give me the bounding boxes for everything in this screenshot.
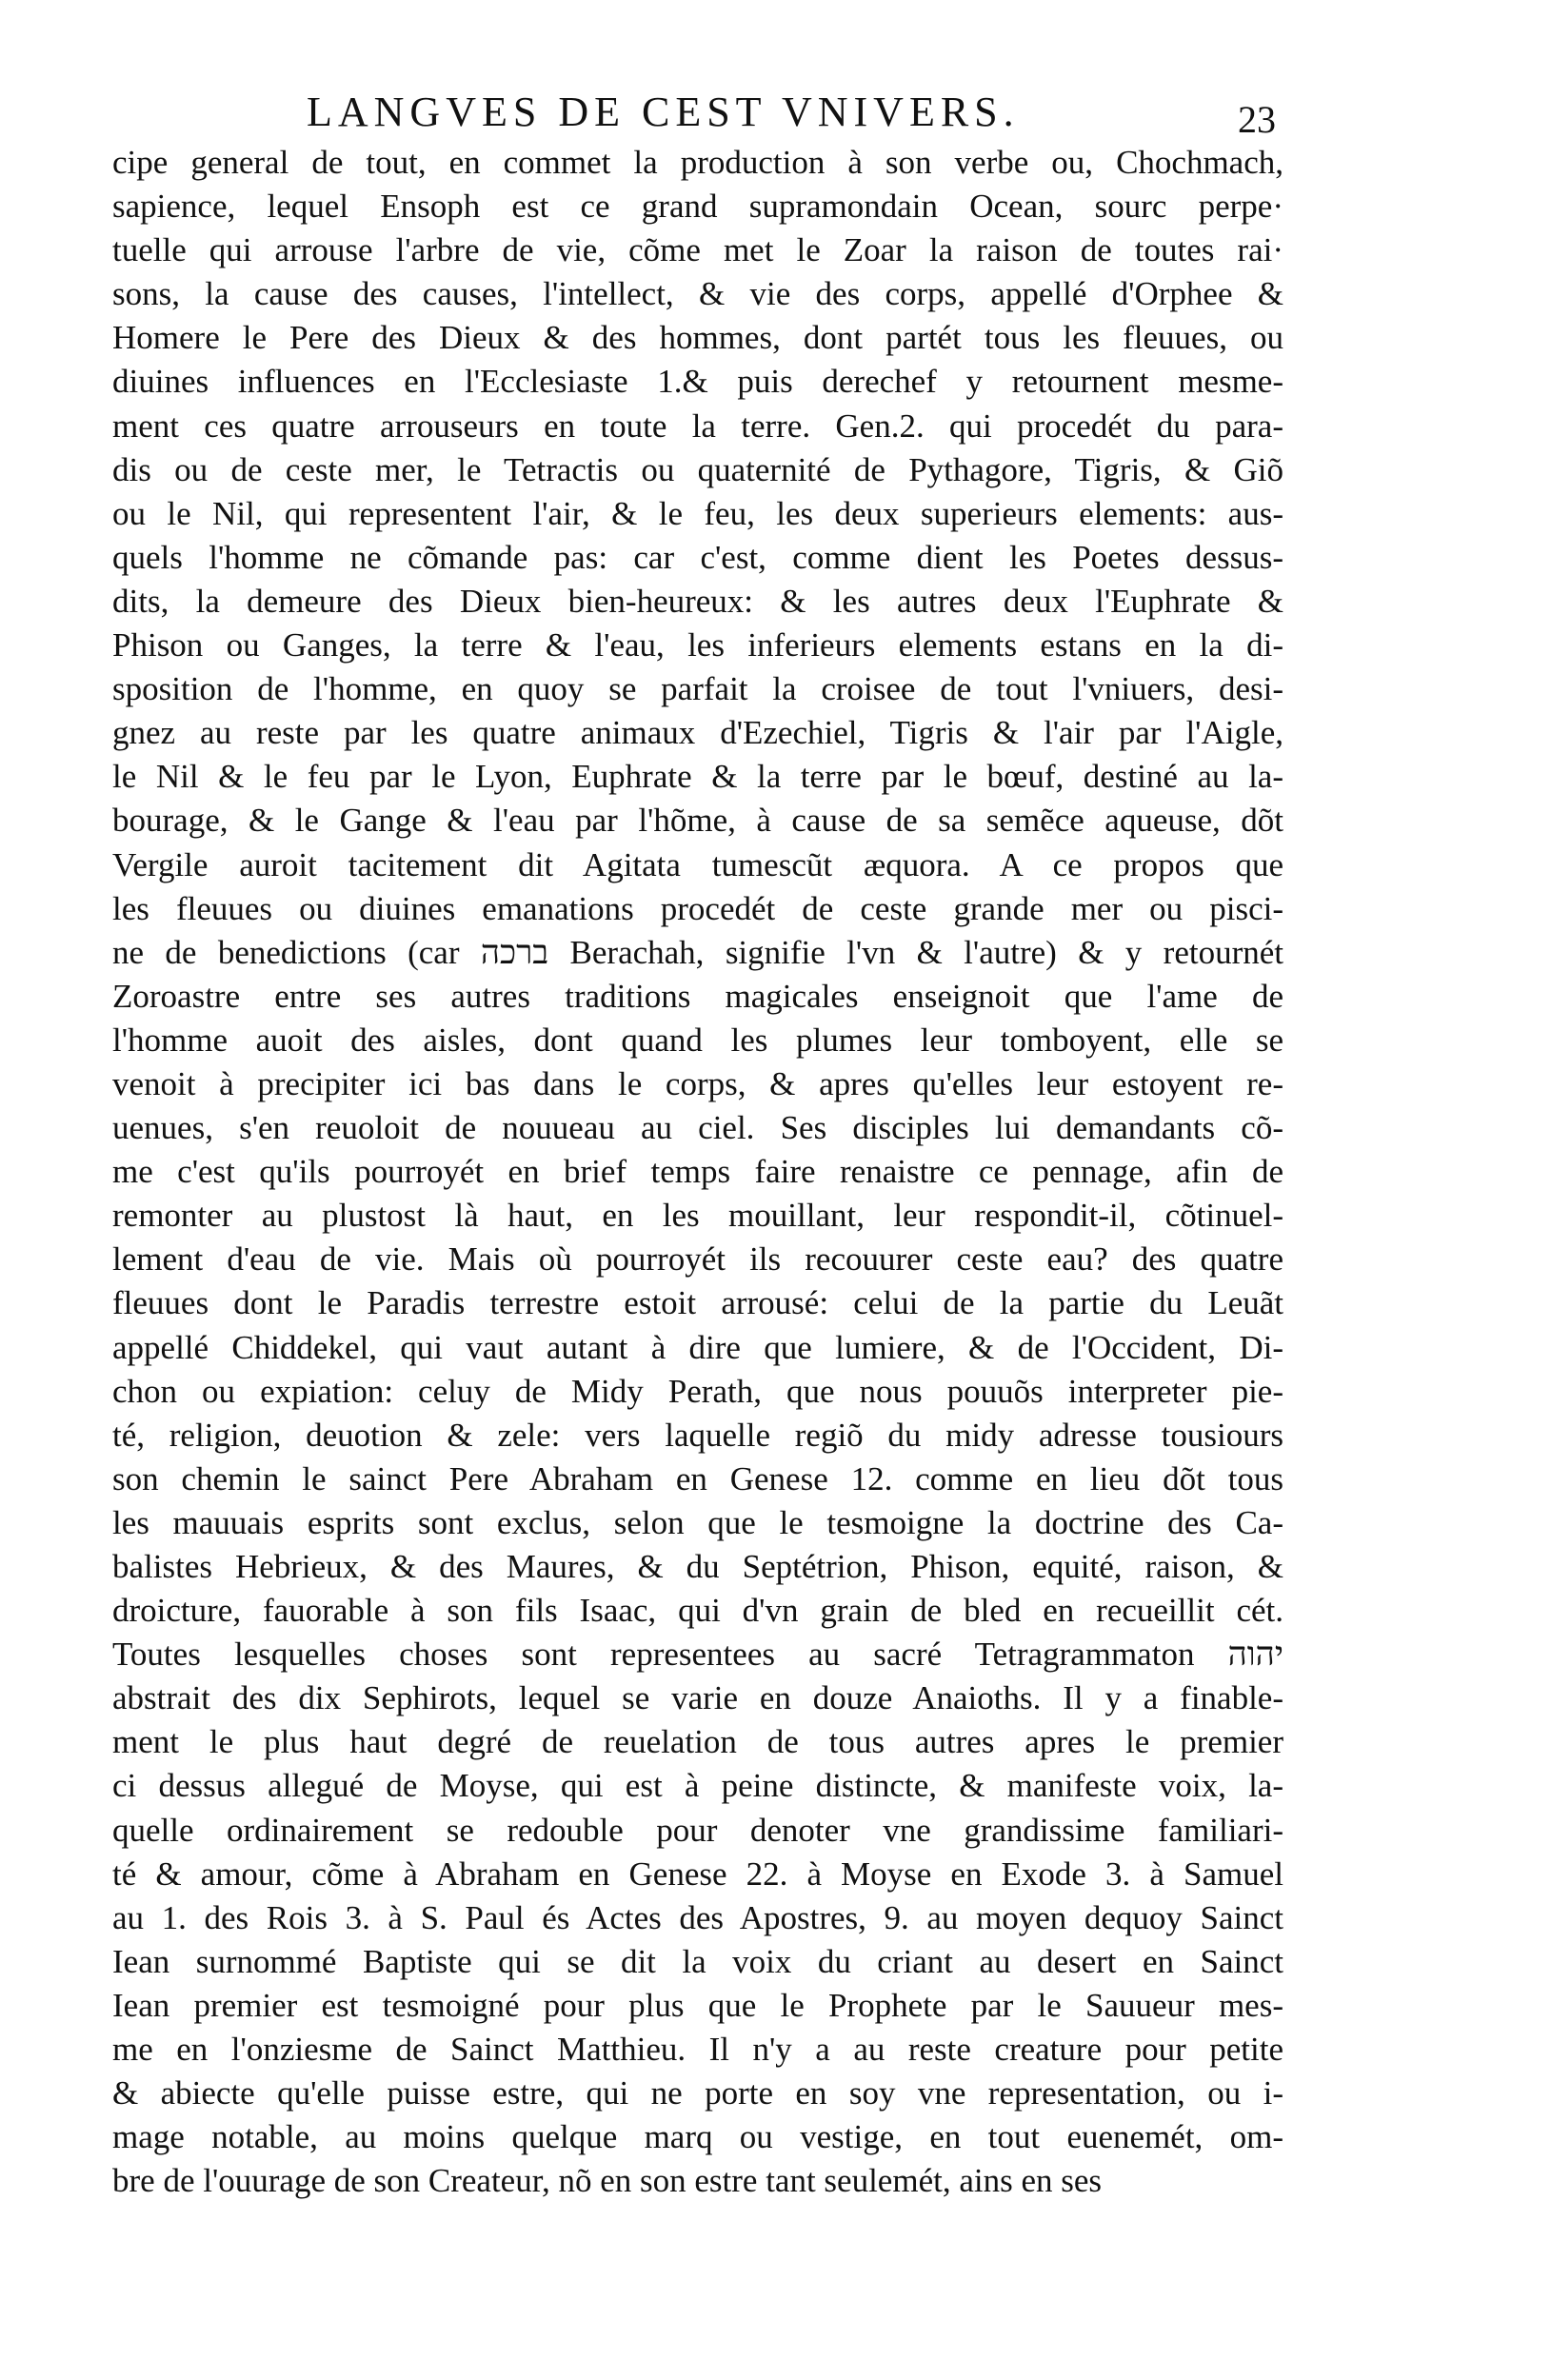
text-line: fleuues dont le Paradis terrestre estoit arrousé: celui de la partie du Leuãt: [112, 1284, 1283, 1322]
text-line: droicture, fauorable à son fils Isaac, qui d'vn grain de bled en recueillit cét.: [112, 1592, 1283, 1630]
text-line: sposition de l'homme, en quoy se parfait la croisee de tout l'vniuers, desi-: [112, 670, 1283, 708]
text-line: abstrait des dix Sephirots, lequel se varie en douze Anaioths. Il y a finable-: [112, 1679, 1283, 1717]
text-line: tuelle qui arrouse l'arbre de vie, cõme met le Zoar la raison de toutes rai·: [112, 231, 1283, 269]
text-line: balistes Hebrieux, & des Maures, & du Septétrion, Phison, equité, raison, &: [112, 1548, 1283, 1585]
text-line: quelle ordinairement se redouble pour denoter vne grandissime familiari-: [112, 1811, 1283, 1849]
text-line: ci dessus allegué de Moyse, qui est à peine distincte, & manifeste voix, la-: [112, 1767, 1283, 1805]
text-line: bourage, & le Gange & l'eau par l'hõme, à cause de sa semẽce aqueuse, dõt: [112, 802, 1283, 840]
text-line: té & amour, cõme à Abraham en Genese 22. à Moyse en Exode 3. à Samuel: [112, 1854, 1283, 1893]
text-line: mage notable, au moins quelque marq ou vestige, en tout euenemét, om-: [112, 2118, 1283, 2156]
text-line: sons, la cause des causes, l'intellect, & vie des corps, appellé d'Orphee &: [112, 275, 1283, 313]
text-line: son chemin le sainct Pere Abraham en Genese 12. comme en lieu dõt tous: [112, 1459, 1283, 1497]
text-line: bre de l'ouurage de son Createur, nõ en son estre tant seulemét, ains en ses: [112, 2162, 1103, 2200]
text-line: appellé Chiddekel, qui vaut autant à dire que lumiere, & de l'Occident, Di-: [112, 1328, 1283, 1366]
text-line: lement d'eau de vie. Mais où pourroyét ils recouurer ceste eau? des quatre: [112, 1240, 1283, 1279]
text-line: Iean premier est tesmoigné pour plus que le Prophete par le Sauueur mes-: [112, 1986, 1283, 2024]
text-line: chon ou expiation: celuy de Midy Perath, que nous pouuõs interpreter pie-: [112, 1372, 1283, 1410]
text-line: ne de benedictions (car ברכה Berachah, signifie l'vn & l'autre) & y retournét: [112, 933, 1283, 971]
text-line: les mauuais esprits sont exclus, selon que le tesmoigne la doctrine des Ca-: [112, 1503, 1283, 1541]
text-line: té, religion, deuotion & zele: vers laquelle regiõ du midy adresse tousiours: [112, 1416, 1283, 1454]
text-line: uenues, s'en reuoloit de nouueau au ciel. Ses disciples lui demandants cõ-: [112, 1109, 1283, 1147]
text-line: me c'est qu'ils pourroyét en brief temps faire renaistre ce pennage, afin de: [112, 1153, 1283, 1191]
text-line: l'homme auoit des aisles, dont quand les plumes leur tomboyent, elle se: [112, 1021, 1283, 1059]
text-line: cipe general de tout, en commet la production à son verbe ou, Chochmach,: [112, 144, 1283, 181]
text-line: Toutes lesquelles choses sont representees au sacré Tetragrammaton יהוה: [112, 1636, 1283, 1674]
text-line: Homere le Pere des Dieux & des hommes, dont partét tous les fleuues, ou: [112, 319, 1283, 357]
text-line: les fleuues ou diuines emanations procedét de ceste grande mer ou pisci-: [112, 889, 1283, 927]
text-line: gnez au reste par les quatre animaux d'Ezechiel, Tigris & l'air par l'Aigle,: [112, 714, 1283, 752]
text-line: Vergile auroit tacitement dit Agitata tumescũt æquora. A ce propos que: [112, 845, 1283, 883]
text-line: & abiecte qu'elle puisse estre, qui ne porte en soy vne representation, ou i-: [112, 2074, 1283, 2112]
text-line: quels l'homme ne cõmande pas: car c'est, comme dient les Poetes dessus-: [112, 538, 1283, 576]
text-line: Phison ou Ganges, la terre & l'eau, les inferieurs elements estans en la di-: [112, 626, 1283, 664]
page-number: 23: [1238, 98, 1276, 141]
text-line: ment ces quatre arrouseurs en toute la terre. Gen.2. qui procedét du para-: [112, 407, 1283, 445]
text-line: sapience, lequel Ensoph est ce grand supramondain Ocean, sourc perpe·: [112, 188, 1283, 226]
body-text: [112, 141, 1283, 2203]
text-line: Iean surnommé Baptiste qui se dit la voix du criant au desert en Sainct: [112, 1942, 1283, 1980]
text-line: ou le Nil, qui representent l'air, & le feu, les deux superieurs elements: aus-: [112, 494, 1283, 532]
text-line: le Nil & le feu par le Lyon, Euphrate & la terre par le bœuf, destiné au la-: [112, 758, 1283, 796]
text-line: venoit à precipiter ici bas dans le corps, & apres qu'elles leur estoyent re-: [112, 1064, 1283, 1102]
text-line: dits, la demeure des Dieux bien-heureux: & les autres deux l'Euphrate &: [112, 582, 1283, 620]
text-line: me en l'onziesme de Sainct Matthieu. Il n'y a au reste creature pour petite: [112, 2031, 1283, 2069]
text-line: ment le plus haut degré de reuelation de tous autres apres le premier: [112, 1723, 1283, 1761]
text-line: remonter au plustost là haut, en les mouillant, leur respondit-il, cõtinuel-: [112, 1197, 1283, 1235]
running-title: LANGVES DE CEST VNIVERS.: [307, 89, 1020, 135]
text-line: Zoroastre entre ses autres traditions magicales enseignoit que l'ame de: [112, 977, 1283, 1015]
text-line: dis ou de ceste mer, le Tetractis ou quaternité de Pythagore, Tigris, & Giõ: [112, 450, 1283, 488]
text-line: au 1. des Rois 3. à S. Paul és Actes des Apostres, 9. au moyen dequoy Sainct: [112, 1898, 1283, 1936]
text-line: diuines influences en l'Ecclesiaste 1.& puis derechef y retournent mesme-: [112, 363, 1283, 401]
